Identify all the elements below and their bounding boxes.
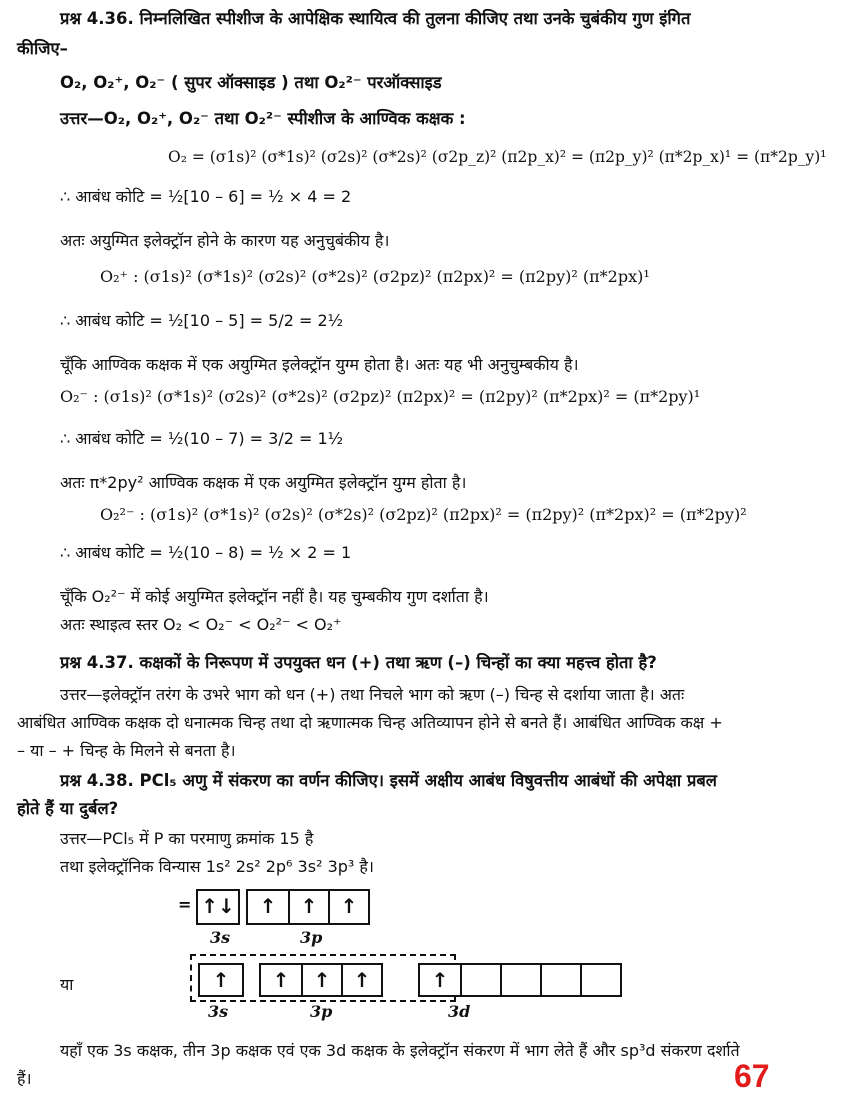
orbital-box-3s-excited (198, 963, 244, 997)
o2-plus-bond-order: ∴ आबंध कोटि = ½[10 – 5] = 5/2 = 2½ (60, 311, 344, 330)
equals-sign: = (178, 895, 192, 914)
page-number: 67 (734, 1058, 770, 1094)
q436-line2: कीजिए– (17, 39, 68, 58)
q436-answer-heading: उत्तर—O₂, O₂⁺, O₂⁻ तथा O₂²⁻ स्पीशीज के आण्विक कक्षक : (60, 109, 466, 128)
q437-answer-line1: उत्तर—इलेक्ट्रॉन तरंग के उभरे भाग को धन (+) तथा निचले भाग को ऋण (–) चिन्ह से दर्शाया जाता है। अतः (60, 685, 685, 704)
q438-answer-line2: तथा इलेक्ट्रॉनिक विन्यास 1s² 2s² 2p⁶ 3s² 3p³ है। (60, 857, 374, 876)
q438-conclusion-line1: यहाँ एक 3s कक्षक, तीन 3p कक्षक एवं एक 3d कक्षक के इलेक्ट्रॉन संकरण में भाग लेते हैं और sp³d संकरण दर्शाते (60, 1041, 740, 1060)
label-3p-ground: 3p (300, 928, 323, 947)
q438-question-line2: होते हैं या दुर्बल? (17, 799, 119, 818)
empty-orbital (460, 965, 500, 995)
ya-label: या (60, 975, 74, 994)
o2-configuration: O₂ = (σ1s)² (σ*1s)² (σ2s)² (σ*2s)² (σ2p_z)² (π2p_x)² = (π2p_y)² (π*2p_x)¹ = (π*2p_y)¹ (168, 148, 827, 166)
empty-orbital (500, 965, 540, 995)
label-3p-excited: 3p (310, 1002, 333, 1021)
label-3s-ground: 3s (210, 928, 231, 947)
o2-magnetic-note: अतः अयुग्मित इलेक्ट्रॉन होने के कारण यह अनुचुबंकीय है। (60, 231, 390, 250)
label-3d-excited: 3d (448, 1002, 471, 1021)
o2-plus-note: चूँकि आण्विक कक्षक में एक अयुग्मित इलेक्ट्रॉन युग्म होता है। अतः यह भी अनुचुम्बकीय है। (60, 355, 579, 374)
orbital-box-3p-ground (246, 889, 370, 925)
q437-answer-line2: आबंधित आण्विक कक्षक दो धनात्मक चिन्ह तथा दो ऋणात्मक चिन्ह अतिव्यापन होने से बनते हैं। आबंधित आण्विक कक्ष + (17, 713, 723, 732)
orbital-box-3s-ground (196, 889, 240, 925)
orbital-box-3d-excited (418, 963, 622, 997)
q438-conclusion-line2: हैं। (17, 1069, 32, 1088)
o2-minus-configuration: O₂⁻ : (σ1s)² (σ*1s)² (σ2s)² (σ*2s)² (σ2pz)² (π2px)² = (π2py)² (π*2px)² = (π*2py)¹ (60, 387, 701, 406)
o2-bond-order: ∴ आबंध कोटि = ½[10 – 6] = ½ × 4 = 2 (60, 187, 352, 206)
up-arrow-icon: ↑ (288, 891, 328, 923)
o2-minus-bond-order: ∴ आबंध कोटि = ½(10 – 7) = 3/2 = 1½ (60, 429, 344, 448)
q436-species: O₂, O₂⁺, O₂⁻ ( सुपर ऑक्साइड ) तथा O₂²⁻ परऑक्साइड (60, 73, 442, 92)
q438-answer-line1: उत्तर—PCl₅ में P का परमाणु क्रमांक 15 है (60, 829, 314, 848)
orbital-box-3p-excited (259, 963, 383, 997)
peroxide-configuration: O₂²⁻ : (σ1s)² (σ*1s)² (σ2s)² (σ*2s)² (σ2pz)² (π2px)² = (π2py)² (π*2px)² = (π*2py)² (100, 505, 747, 524)
o2-minus-note: अतः π*2py² आण्विक कक्षक में एक अयुग्मित इलेक्ट्रॉन युग्म होता है। (60, 473, 467, 492)
empty-orbital (540, 965, 580, 995)
up-arrow-icon: ↑ (431, 968, 449, 992)
up-arrow-icon: ↑ (328, 891, 368, 923)
stability-order: अतः स्थाइत्व स्तर O₂ < O₂⁻ < O₂²⁻ < O₂⁺ (60, 615, 342, 634)
q437-question: प्रश्न 4.37. कक्षकों के निरूपण में उपयुक्त धन (+) तथा ऋण (–) चिन्हों का क्या महत्त्व होता है? (60, 653, 657, 672)
o2-plus-configuration: O₂⁺ : (σ1s)² (σ*1s)² (σ2s)² (σ*2s)² (σ2pz)² (π2px)² = (π2py)² (π*2px)¹ (100, 267, 650, 286)
peroxide-bond-order: ∴ आबंध कोटि = ½(10 – 8) = ½ × 2 = 1 (60, 543, 352, 562)
up-arrow-icon: ↑ (341, 965, 381, 995)
up-arrow-icon: ↑ (212, 968, 230, 992)
label-3s-excited: 3s (208, 1002, 229, 1021)
q437-answer-line3: – या – + चिन्ह के मिलने से बनता है। (17, 741, 236, 760)
q436-line1: प्रश्न 4.36. निम्नलिखित स्पीशीज के आपेक्षिक स्थायित्व की तुलना कीजिए तथा उनके चुबंकीय गुण इंगित (60, 9, 691, 28)
up-arrow-icon: ↑ (301, 965, 341, 995)
up-arrow-icon: ↑ (259, 894, 277, 918)
up-arrow-icon: ↑ (272, 968, 290, 992)
paired-electron-arrows-icon: ↑↓ (201, 894, 235, 918)
empty-orbital (580, 965, 620, 995)
q438-question-line1: प्रश्न 4.38. PCl₅ अणु में संकरण का वर्णन कीजिए। इसमें अक्षीय आबंध विषुवत्तीय आबंधों की अपेक्षा प्रबल (60, 771, 717, 790)
peroxide-note: चूँकि O₂²⁻ में कोई अयुग्मित इलेक्ट्रॉन नहीं है। यह चुम्बकीय गुण दर्शाता है। (60, 587, 489, 606)
